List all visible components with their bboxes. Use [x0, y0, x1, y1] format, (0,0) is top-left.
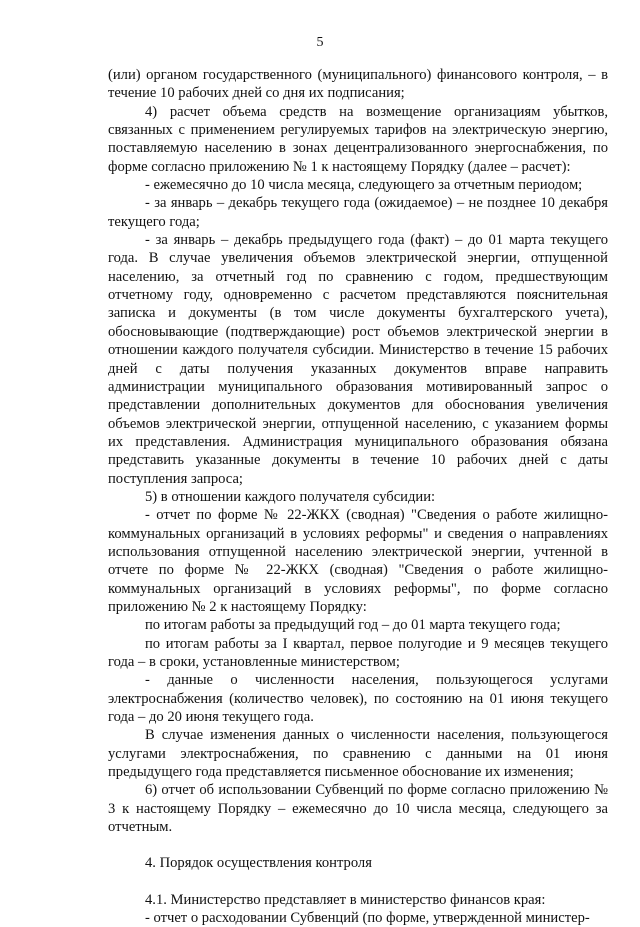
paragraph-monthly: - ежемесячно до 10 числа месяца, следующего за отчетным периодом; — [145, 177, 583, 194]
paragraph-annual-results: по итогам работы за предыдущий год – до 01 марта текущего года; — [145, 617, 561, 634]
document-body — [108, 66, 608, 927]
paragraph-fact: - за январь – декабрь предыдущего года (факт) – до 01 марта текущего года. В случае увеличения объемов электрической энергии, отпущенной населению, за отчетный год по сравнению с годом, предшествующим отчетному году, одновременно с расчетом представляются пояснительная записка и документы (в том числе документы бухгалтерского учета), обосновывающие (подтверждающие) рост объемов электрической энергии в отношении каждого получателя субсидии. Министерство в течение 15 рабочих дней с даты получения указанных документов вправе направить администрации муниципального образования мотивированный запрос о представлении дополнительных документов для обоснования увеличения объемов электрической энергии, отпущенной населению, с указанием формы их представления. Администрация муниципального образования обязана представить указанные документы в течение 10 рабочих дней с даты поступления запроса; — [108, 232, 608, 487]
paragraph-4-1: 4.1. Министерство представляет в министерство финансов края: — [145, 891, 546, 908]
paragraph-population-change: В случае изменения данных о численности населения, пользующегося услугами электроснабжения, по сравнению с данными на 01 июня предыдущего года представляется письменное обоснование их изменения; — [108, 727, 608, 781]
paragraph-report-22: - отчет по форме № 22-ЖКХ (сводная) "Сведения о работе жилищно-коммунальных организаций в условиях реформы" и сведения о направлениях использования отпущенной населению электрической энергии, учтенной в отчете по форме № 22-ЖКХ (сводная) "Сведения о работе жилищно-коммунальных организаций в условиях реформы", по форме согласно приложению № 2 к настоящему Порядку: — [108, 507, 608, 615]
paragraph-quarter-results: по итогам работы за I квартал, первое полугодие и 9 месяцев текущего года – в сроки, установленные министерством; — [108, 635, 608, 670]
paragraph-expected: - за январь – декабрь текущего года (ожидаемое) – не позднее 10 декабря текущего года; — [108, 195, 608, 230]
paragraph-item-4: 4) расчет объема средств на возмещение организациям убытков, связанных с применением регулируемых тарифов на электрическую энергию, поставляемую населению в зонах децентрализованного энергоснабжения, по форме согласно приложению № 1 к настоящему Порядку (далее – расчет): — [108, 103, 608, 175]
section-heading-4: 4. Порядок осуществления контроля — [145, 855, 372, 872]
paragraph-item-5: 5) в отношении каждого получателя субсидии: — [145, 488, 436, 505]
paragraph-expense-report: - отчет о расходовании Субвенций (по форме, утвержденной министер- — [145, 910, 590, 927]
page-number: 5 — [316, 35, 324, 50]
paragraph-item-6: 6) отчет об использовании Субвенций по форме согласно приложению № 3 к настоящему Порядку – ежемесячно до 10 числа месяца, следующего за отчетным. — [108, 782, 608, 836]
paragraph-continuation: (или) органом государственного (муниципального) финансового контроля, – в течение 10 рабочих дней со дня их подписания; — [108, 67, 608, 102]
paragraph-population-data: - данные о численности населения, пользующегося услугами электроснабжения (количество человек), по состоянию на 01 июня текущего года – до 20 июня текущего года. — [108, 672, 608, 726]
